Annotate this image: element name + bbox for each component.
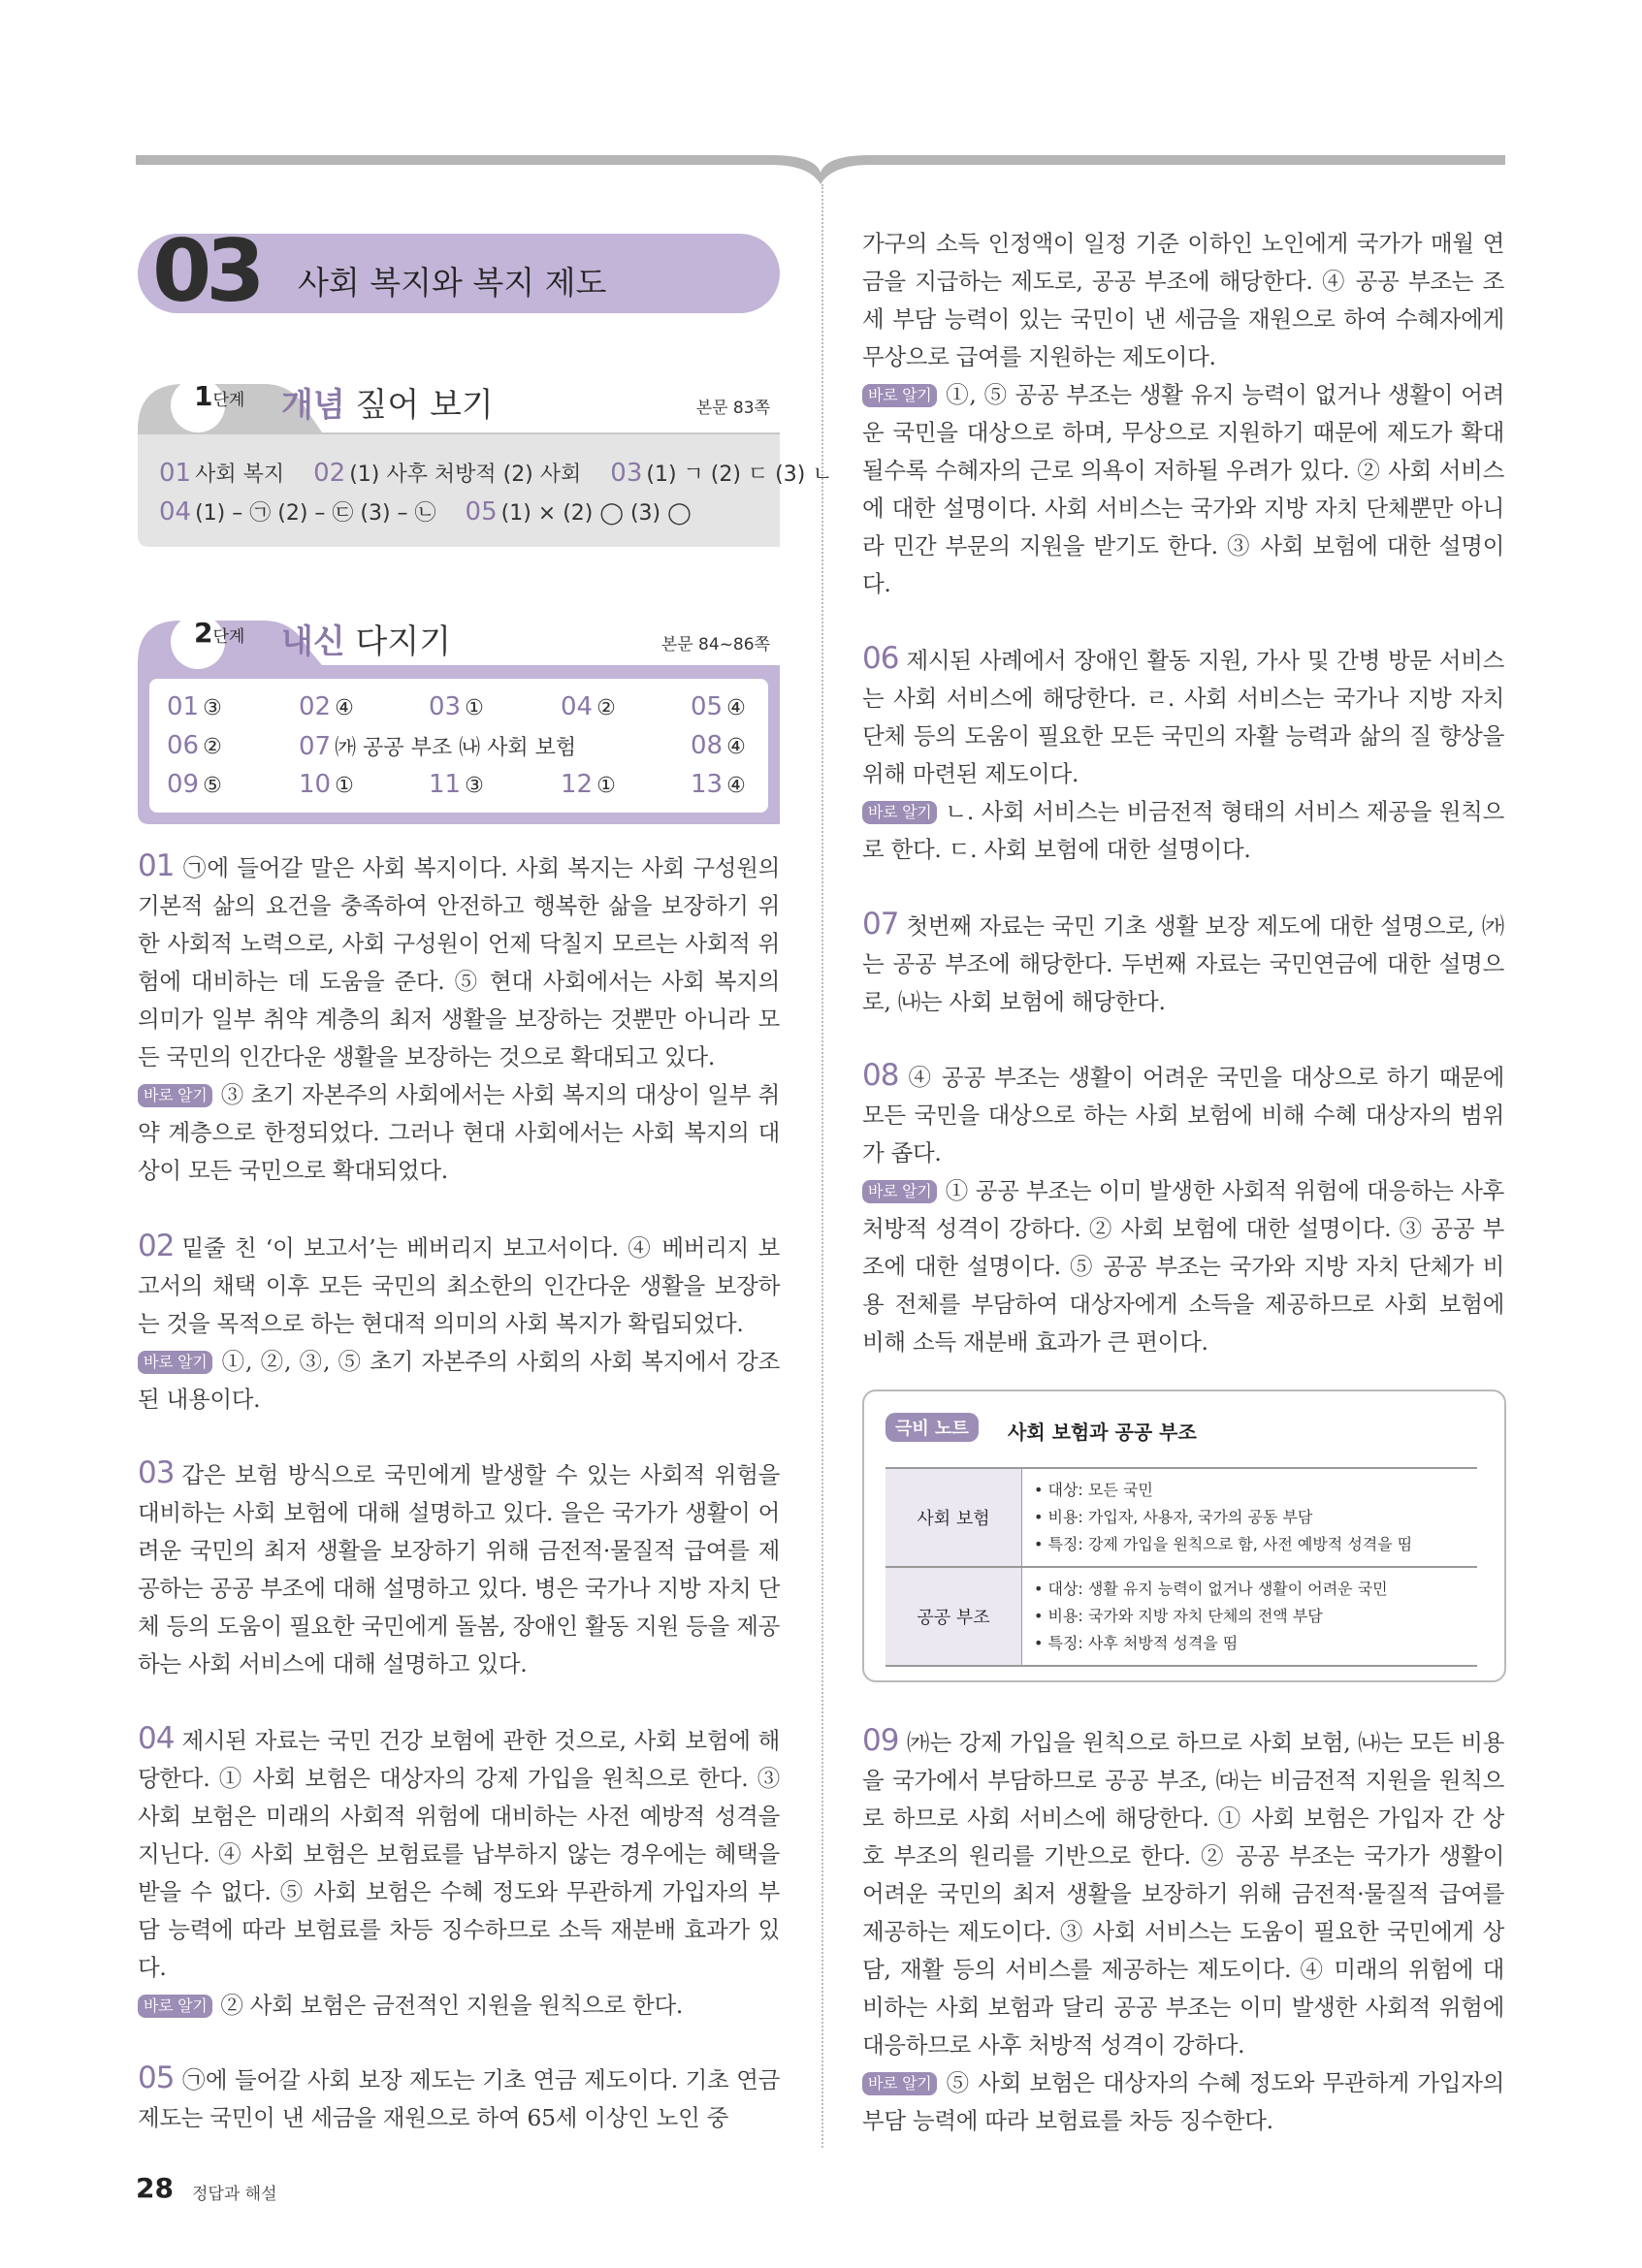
answer-number: 04 [561, 692, 594, 721]
answer-number: 11 [429, 770, 462, 799]
answer-number: 09 [167, 770, 200, 799]
answer-number: 05 [465, 497, 498, 527]
answer-text: ④ [335, 696, 354, 720]
correction-text: ㄴ. 사회 서비스는 비금전적 형태의 서비스 제공을 원칙으로 한다. ㄷ. 사회 보험에 대한 설명이다. [862, 798, 1504, 863]
stage2-answer [561, 692, 616, 721]
answer-number: 04 [159, 497, 192, 527]
stage2-answer [429, 770, 484, 799]
answer-number: 02 [299, 692, 332, 721]
stage2-answer [691, 770, 746, 799]
stage2-answer [167, 770, 222, 799]
answer-text: (1) × (2) ◯ (3) ◯ [500, 501, 692, 526]
note-title: 사회 보험과 공공 부조 [1008, 1421, 1197, 1444]
correction-badge: 바로 알기 [862, 801, 937, 824]
stage1-page-ref: 본문 83쪽 [695, 399, 770, 418]
answer-number: 06 [167, 731, 200, 760]
stage2-answer [691, 692, 746, 721]
answer-number: 05 [691, 692, 724, 721]
answer-number: 01 [167, 692, 200, 721]
answer-text: ⑤ [203, 774, 222, 798]
explanation-text: ㉠에 들어갈 사회 보장 제도는 기초 연금 제도이다. 기초 연금 제도는 국민이 낸 세금을 재원으로 하여 65세 이상인 노인 중 [138, 2066, 780, 2131]
stage2-answer [167, 731, 222, 760]
answer-text: ④ [726, 696, 746, 720]
note-row [885, 1468, 1477, 1567]
note-row [885, 1567, 1477, 1666]
explanation-05 [138, 2060, 780, 2137]
explanation-text: 가구의 소득 인정액이 일정 기준 이하인 노인에게 국가가 매월 연금을 지급하는 제도로, 공공 부조에 해당한다. ④ 공공 부조는 조세 부담 능력이 있는 국민이 낸 세금을 재원으로 하여 수혜자에게 무상으로 급여를 지원하는 제도이다. [862, 230, 1504, 370]
answer-number: 02 [313, 459, 346, 488]
explanation-text: 제시된 자료는 국민 건강 보험에 관한 것으로, 사회 보험에 해당한다. ① 사회 보험은 대상자의 강제 가입을 원칙으로 한다. ③ 사회 보험은 미래의 사회적 위험에 대비하는 사전 예방적 성격을 지닌다. ④ 사회 보험은 보험료를 납부하지 않는 경우에는 혜택을 받을 수 없다. ⑤ 사회 보험은 수혜 정도와 무관하게 가입자의 부담 능력에 따라 보험료를 차등 징수하므로 소득 재분배 효과가 있다. [138, 1727, 780, 1981]
stage1-answer-line-1 [159, 458, 833, 488]
note-item: • 대상: 생활 유지 능력이 없거나 생활이 어려운 국민 [1034, 1580, 1388, 1598]
stage1-step-unit: 단계 [212, 391, 245, 410]
stage2-answer [561, 770, 616, 799]
correction-badge: 바로 알기 [138, 1351, 212, 1374]
answer-text: (1) 사후 처방적 (2) 사회 [349, 463, 582, 487]
explanation-01 [138, 847, 780, 1190]
answer-number: 01 [159, 459, 192, 488]
stage2-answer [167, 692, 222, 721]
question-number: 06 [862, 641, 899, 676]
stage2-title-bold: 내신 [281, 623, 345, 661]
question-number: 04 [138, 1721, 175, 1756]
explanation-04 [138, 1720, 780, 2025]
note-row-content [1022, 1567, 1478, 1666]
explanation-text: ㉠에 들어갈 말은 사회 복지이다. 사회 복지는 사회 구성원의 기본적 삶의 요건을 충족하여 안전하고 행복한 삶을 보장하기 위한 사회적 노력으로, 사회 구성원이 언제 닥칠지 모르는 사회적 위험에 대비하는 데 도움을 준다. ⑤ 현대 사회에서는 사회 복지의 의미가 일부 취약 계층의 최저 생활을 보장하는 것뿐만 아니라 모든 국민의 인간다운 생활을 보장하는 것으로 확대되고 있다. [138, 854, 780, 1070]
stage2-title [281, 615, 451, 662]
question-number: 01 [138, 848, 175, 883]
explanation-09 [862, 1722, 1504, 2140]
note-row-head: 공공 부조 [885, 1567, 1022, 1666]
answer-number: 03 [610, 459, 643, 488]
stage2-step-unit: 단계 [212, 627, 245, 647]
stage2-step-number: 2 [194, 617, 213, 649]
explanation-text: 제시된 사례에서 장애인 활동 지원, 가사 및 간병 방문 서비스는 사회 서비스에 해당한다. ㄹ. 사회 서비스는 국가나 지방 자치 단체 등의 도움이 필요한 모든 국민의 자활 능력과 삶의 질 향상을 위해 마련된 제도이다. [862, 647, 1504, 787]
question-number: 02 [138, 1229, 175, 1263]
stage1-answer-line-2 [159, 496, 692, 527]
correction-text: ② 사회 보험은 금전적인 지원을 원칙으로 한다. [220, 1992, 684, 2019]
explanation-05-continued [862, 225, 1504, 603]
stage2-title-rest: 다지기 [344, 623, 452, 661]
stage1-title-bold: 개념 [281, 386, 345, 425]
stage1-title [281, 378, 494, 426]
question-number: 03 [138, 1455, 175, 1490]
correction-text: ③ 초기 자본주의 사회에서는 사회 복지의 대상이 일부 취약 계층으로 한정되었다. 그러나 현대 사회에서는 사회 복지의 대상이 모든 국민으로 확대되었다. [138, 1081, 780, 1184]
stage2-box [138, 609, 780, 824]
question-number: 05 [138, 2060, 175, 2095]
stage2-answer [299, 770, 354, 799]
note-row-content [1022, 1468, 1478, 1567]
answer-text: ① [335, 774, 354, 798]
answer-text: ㈎ 공공 부조 ㈏ 사회 보험 [335, 736, 577, 760]
answer-number: 08 [691, 731, 724, 760]
note-table [885, 1467, 1477, 1667]
note-tag: 극비 노트 [885, 1413, 979, 1442]
answer-text: ④ [726, 735, 746, 759]
note-item: • 특징: 사후 처방적 성격을 띰 [1034, 1634, 1239, 1652]
secret-note-box [862, 1390, 1506, 1682]
answer-number: 13 [691, 770, 724, 799]
answer-text: ③ [203, 696, 222, 720]
answer-number: 07 [299, 732, 332, 761]
note-row-head: 사회 보험 [885, 1468, 1022, 1567]
correction-text: ①, ⑤ 공공 부조는 생활 유지 능력이 없거나 생활이 어려운 국민을 대상으로 하며, 무상으로 지원하기 때문에 제도가 확대될수록 수혜자의 근로 의욕이 저하될 우려가 있다. ② 사회 서비스에 대한 설명이다. 사회 서비스는 국가와 지방 자치 단체뿐만 아니라 민간 부문의 지원을 받기도 한다. ③ 사회 보험에 대한 설명이다. [862, 381, 1504, 597]
answer-text: (1) ㄱ (2) ㄷ (3) ㄴ [646, 463, 833, 487]
explanation-text: 첫번째 자료는 국민 기초 생활 보장 제도에 대한 설명으로, ㈎는 공공 부조에 해당한다. 두번째 자료는 국민연금에 대한 설명으로, ㈏는 사회 보험에 해당한다. [862, 912, 1504, 1015]
section-number: 03 [152, 221, 260, 321]
note-item: • 비용: 가입자, 사용자, 국가의 공동 부담 [1034, 1508, 1313, 1526]
correction-badge: 바로 알기 [138, 1084, 212, 1107]
correction-text: ⑤ 사회 보험은 대상자의 수혜 정도와 무관하게 가입자의 부담 능력에 따라 보험료를 차등 징수한다. [862, 2069, 1504, 2134]
answer-text: ① [596, 774, 616, 798]
explanation-text: ㈎는 강제 가입을 원칙으로 하므로 사회 보험, ㈏는 모든 비용을 국가에서 부담하므로 공공 부조, ㈐는 비금전적 지원을 원칙으로 하므로 사회 서비스에 해당한다. ① 사회 보험은 가입자 간 상호 부조의 원리를 기반으로 한다. ② 공공 부조는 국가가 생활이 어려운 국민의 최저 생활을 보장하기 위해 금전적·물질적 급여를 제공하는 제도이다. ③ 사회 서비스는 도움이 필요한 국민에게 상담, 재활 등의 서비스를 제공하는 제도이다. ④ 미래의 위험에 대비하는 사회 보험과 달리 공공 부조는 이미 발생한 사회적 위험에 대응하므로 사후 처방적 성격이 강하다. [862, 1729, 1504, 2059]
note-item: • 특징: 강제 가입을 원칙으로 함, 사전 예방적 성격을 띰 [1034, 1535, 1413, 1553]
correction-text: ① 공공 부조는 이미 발생한 사회적 위험에 대응하는 사후 처방적 성격이 강하다. ② 사회 보험에 대한 설명이다. ③ 공공 부조에 대한 설명이다. ⑤ 공공 부조는 국가와 지방 자치 단체가 비용 전체를 부담하여 대상자에게 소득을 제공하므로 사회 보험에 비해 소득 재분배 효과가 큰 편이다. [862, 1177, 1504, 1356]
stage2-page-ref: 본문 84~86쪽 [660, 635, 770, 655]
explanation-02 [138, 1228, 780, 1419]
answer-text: ④ [726, 774, 746, 798]
correction-badge: 바로 알기 [862, 1180, 937, 1203]
correction-badge: 바로 알기 [138, 1995, 212, 2018]
question-number: 09 [862, 1723, 899, 1758]
answer-number: 12 [561, 770, 594, 799]
section-title: 사회 복지와 복지 제도 [298, 264, 607, 302]
correction-badge: 바로 알기 [862, 2072, 937, 2095]
explanation-06 [862, 640, 1504, 869]
top-decorative-bar [136, 0, 1505, 184]
correction-badge: 바로 알기 [862, 384, 937, 407]
answer-text: (1) – ㉠ (2) – ㉢ (3) – ㉡ [195, 501, 436, 526]
answer-number: 10 [299, 770, 332, 799]
stage2-answer [429, 692, 484, 721]
note-item: • 비용: 국가와 지방 자치 단체의 전액 부담 [1034, 1607, 1323, 1625]
stage2-answer [299, 692, 354, 721]
explanation-08 [862, 1057, 1504, 1361]
question-number: 08 [862, 1058, 899, 1093]
section-header [138, 221, 780, 321]
page-number: 28 [136, 2172, 174, 2204]
answer-text: ③ [465, 774, 484, 798]
explanation-03 [138, 1454, 780, 1683]
page-footer-label: 정답과 해설 [192, 2185, 277, 2204]
note-item: • 대상: 모든 국민 [1034, 1481, 1153, 1499]
answer-text: 사회 복지 [195, 463, 285, 487]
stage2-answer [299, 731, 576, 761]
stage2-answer [691, 731, 746, 760]
answer-text: ① [465, 696, 484, 720]
explanation-text: 밑줄 친 ‘이 보고서’는 베버리지 보고서이다. ④ 베버리지 보고서의 채택 이후 모든 국민의 최소한의 인간다운 생활을 보장하는 것을 목적으로 하는 현대적 의미의 사회 복지가 확립되었다. [138, 1234, 780, 1337]
question-number: 07 [862, 907, 899, 942]
answer-text: ② [203, 735, 222, 759]
stage1-box [138, 372, 833, 547]
explanation-07 [862, 906, 1504, 1021]
stage1-step-number: 1 [194, 380, 213, 412]
stage1-title-rest: 짚어 보기 [344, 386, 494, 425]
correction-text: ①, ②, ③, ⑤ 초기 자본주의 사회의 사회 복지에서 강조된 내용이다. [138, 1348, 780, 1413]
answer-text: ② [596, 696, 616, 720]
explanation-text: 갑은 보험 방식으로 국민에게 발생할 수 있는 사회적 위험을 대비하는 사회 보험에 대해 설명하고 있다. 을은 국가가 생활이 어려운 국민의 최저 생활을 보장하기 위해 금전적·물질적 급여를 제공하는 공공 부조에 대해 설명하고 있다. 병은 국가나 지방 자치 단체 등의 도움이 필요한 국민에게 돌봄, 장애인 활동 지원 등을 제공하는 사회 서비스에 대해 설명하고 있다. [138, 1461, 780, 1677]
explanation-text: ④ 공공 부조는 생활이 어려운 국민을 대상으로 하기 때문에 모든 국민을 대상으로 하는 사회 보험에 비해 수혜 대상자의 범위가 좁다. [862, 1064, 1504, 1166]
answer-number: 03 [429, 692, 462, 721]
